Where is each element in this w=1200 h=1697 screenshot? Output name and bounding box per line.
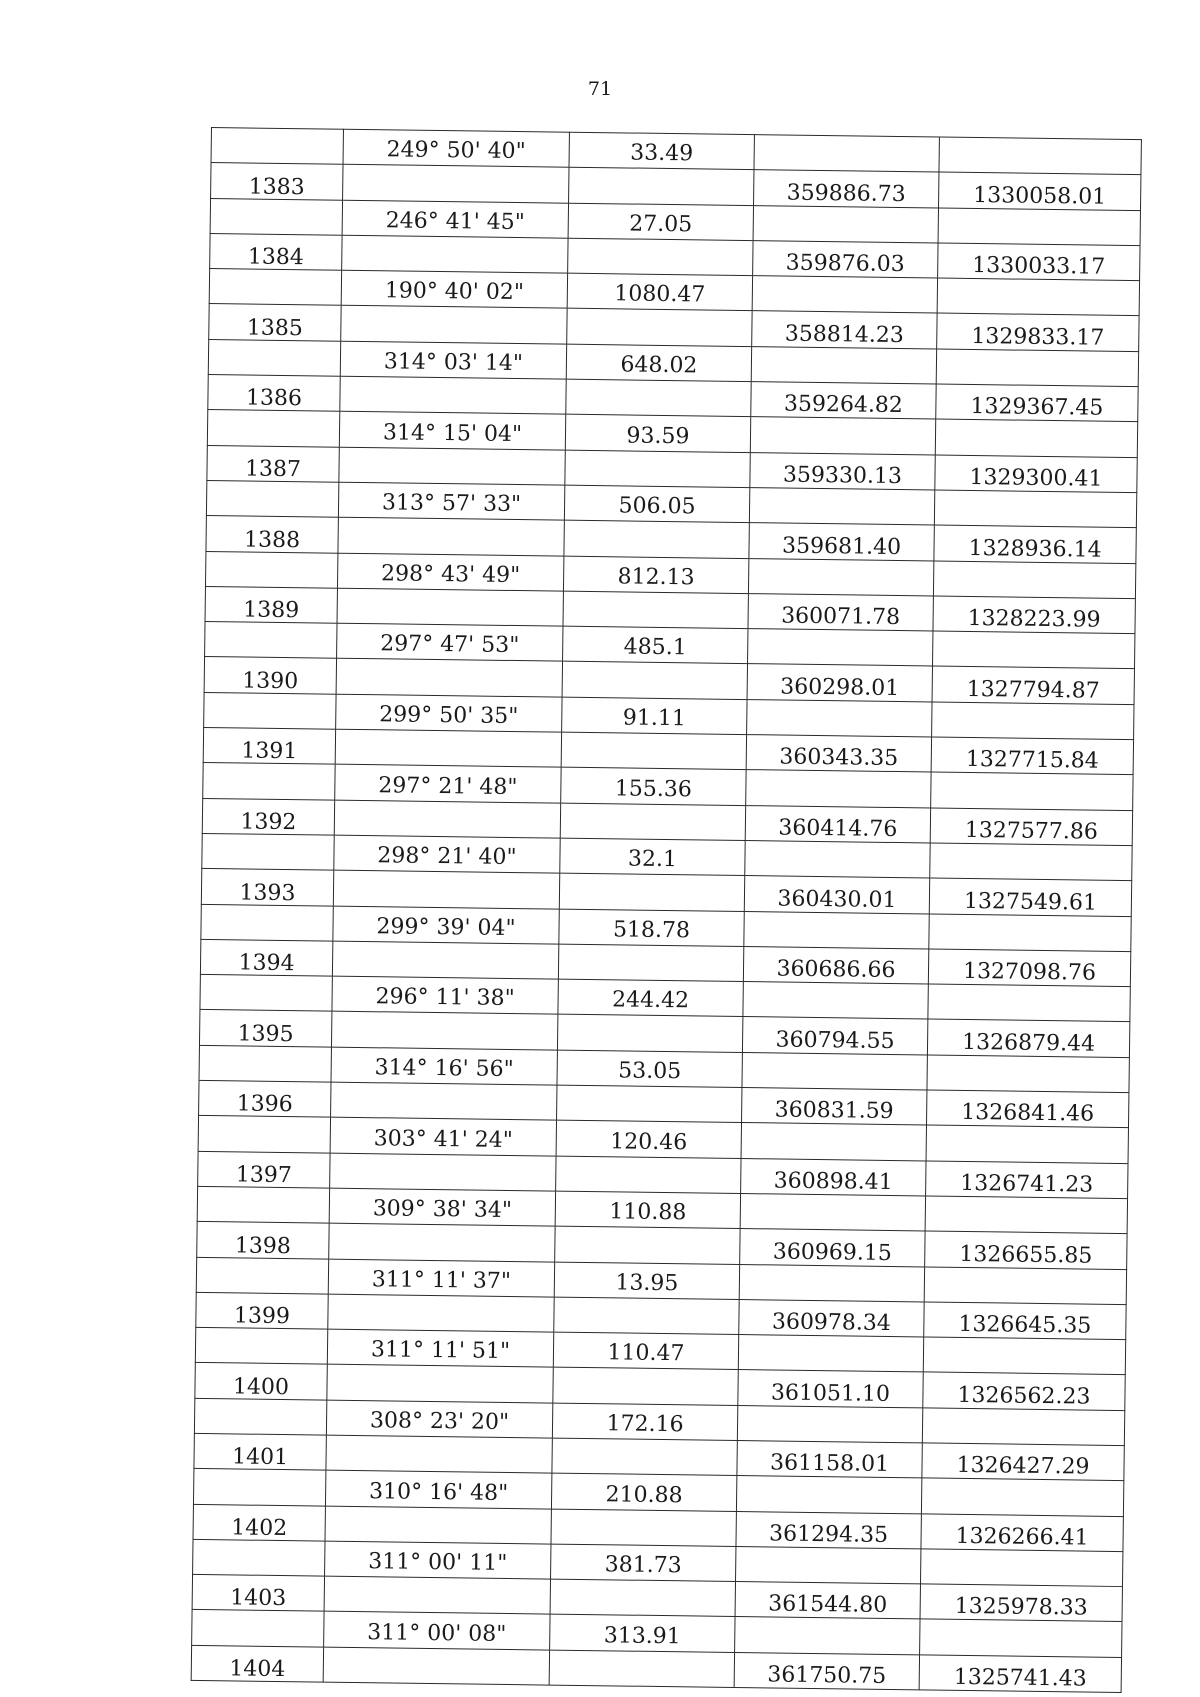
- empty-distance-cell: [550, 1579, 735, 1617]
- distance-cell: 172.16: [552, 1403, 737, 1441]
- empty-bearing-cell: [340, 376, 566, 414]
- northing-cell: 359681.40: [749, 523, 934, 561]
- empty-distance-cell: [552, 1438, 737, 1476]
- easting-cell: 1326655.85: [925, 1231, 1127, 1269]
- northing-cell: 361294.35: [736, 1511, 921, 1549]
- easting-cell: 1328936.14: [934, 525, 1136, 563]
- distance-cell: 13.95: [554, 1262, 739, 1300]
- empty-easting-cell: [929, 914, 1131, 952]
- empty-bearing-cell: [324, 1576, 550, 1614]
- empty-bearing-cell: [337, 588, 563, 626]
- empty-bearing-cell: [328, 1294, 554, 1332]
- easting-cell: 1325741.43: [919, 1655, 1121, 1693]
- empty-distance-cell: [565, 450, 750, 488]
- empty-easting-cell: [935, 419, 1137, 457]
- bearing-cell: 311° 00' 08": [324, 1612, 550, 1650]
- empty-station-cell: [209, 269, 341, 306]
- northing-cell: 360686.66: [743, 946, 928, 984]
- bearing-cell: 311° 11' 51": [327, 1329, 553, 1367]
- empty-station-cell: [208, 339, 340, 376]
- empty-bearing-cell: [333, 870, 559, 908]
- distance-cell: 210.88: [551, 1473, 736, 1511]
- easting-cell: 1326741.23: [926, 1161, 1128, 1199]
- northing-cell: 360794.55: [742, 1017, 927, 1055]
- empty-bearing-cell: [331, 1082, 557, 1120]
- empty-easting-cell: [920, 1619, 1122, 1657]
- empty-distance-cell: [562, 662, 747, 700]
- empty-easting-cell: [939, 137, 1141, 175]
- station-number-cell: 1398: [197, 1222, 329, 1259]
- empty-distance-cell: [549, 1650, 734, 1688]
- station-number-cell: 1392: [202, 798, 334, 835]
- bearing-cell: 309° 38' 34": [329, 1188, 555, 1226]
- page-number: 71: [587, 78, 613, 100]
- easting-cell: 1329367.45: [936, 384, 1138, 422]
- distance-cell: 648.02: [566, 344, 751, 382]
- empty-distance-cell: [569, 167, 754, 205]
- empty-bearing-cell: [343, 165, 569, 203]
- distance-cell: 155.36: [561, 767, 746, 805]
- empty-distance-cell: [556, 1156, 741, 1194]
- empty-station-cell: [193, 1469, 325, 1506]
- empty-distance-cell: [557, 1085, 742, 1123]
- distance-cell: 244.42: [558, 979, 743, 1017]
- empty-bearing-cell: [336, 659, 562, 697]
- easting-cell: 1326266.41: [921, 1513, 1123, 1551]
- station-number-cell: 1388: [206, 516, 338, 553]
- northing-cell: 361750.75: [734, 1652, 919, 1690]
- empty-easting-cell: [930, 843, 1132, 881]
- distance-cell: 485.1: [563, 626, 748, 664]
- easting-cell: 1330058.01: [939, 172, 1141, 210]
- northing-cell: 361158.01: [737, 1440, 922, 1478]
- empty-northing-cell: [743, 982, 928, 1020]
- empty-distance-cell: [558, 944, 743, 982]
- empty-northing-cell: [740, 1193, 925, 1231]
- empty-bearing-cell: [326, 1435, 552, 1473]
- station-number-cell: 1387: [207, 445, 339, 482]
- empty-easting-cell: [933, 631, 1135, 669]
- empty-station-cell: [210, 198, 342, 235]
- empty-northing-cell: [748, 558, 933, 596]
- empty-station-cell: [211, 128, 343, 165]
- northing-cell: 359330.13: [750, 452, 935, 490]
- station-number-cell: 1399: [196, 1292, 328, 1329]
- bearing-cell: 298° 43' 49": [337, 553, 563, 591]
- distance-cell: 110.88: [555, 1191, 740, 1229]
- distance-cell: 506.05: [564, 485, 749, 523]
- empty-distance-cell: [551, 1509, 736, 1547]
- distance-cell: 32.1: [560, 838, 745, 876]
- empty-easting-cell: [936, 349, 1138, 387]
- empty-bearing-cell: [323, 1647, 549, 1685]
- bearing-cell: 314° 16' 56": [331, 1047, 557, 1085]
- bearing-cell: 190° 40' 02": [341, 270, 567, 308]
- easting-cell: 1327577.86: [930, 808, 1132, 846]
- empty-easting-cell: [937, 278, 1139, 316]
- empty-northing-cell: [736, 1546, 921, 1584]
- bearing-cell: 298° 21' 40": [334, 835, 560, 873]
- empty-northing-cell: [754, 135, 939, 173]
- easting-cell: 1326427.29: [922, 1443, 1124, 1481]
- bearing-cell: 299° 50' 35": [336, 694, 562, 732]
- empty-bearing-cell: [341, 306, 567, 344]
- distance-cell: 27.05: [568, 203, 753, 241]
- northing-cell: 360298.01: [747, 664, 932, 702]
- northing-cell: 358814.23: [752, 311, 937, 349]
- empty-station-cell: [201, 904, 333, 941]
- empty-northing-cell: [745, 840, 930, 878]
- empty-station-cell: [194, 1398, 326, 1435]
- station-number-cell: 1396: [199, 1080, 331, 1117]
- empty-station-cell: [206, 480, 338, 517]
- empty-bearing-cell: [332, 941, 558, 979]
- northing-cell: 361544.80: [735, 1582, 920, 1620]
- distance-cell: 93.59: [565, 415, 750, 453]
- distance-cell: 313.91: [550, 1615, 735, 1653]
- northing-cell: 360343.35: [746, 735, 931, 773]
- empty-bearing-cell: [335, 729, 561, 767]
- empty-easting-cell: [932, 702, 1134, 740]
- distance-cell: 1080.47: [567, 273, 752, 311]
- northing-cell: 360978.34: [739, 1299, 924, 1337]
- empty-distance-cell: [555, 1226, 740, 1264]
- empty-northing-cell: [742, 1052, 927, 1090]
- empty-station-cell: [205, 551, 337, 588]
- station-number-cell: 1390: [204, 657, 336, 694]
- easting-cell: 1327794.87: [932, 666, 1134, 704]
- empty-station-cell: [192, 1610, 324, 1647]
- distance-cell: 33.49: [569, 132, 754, 170]
- empty-bearing-cell: [327, 1365, 553, 1403]
- empty-station-cell: [197, 1186, 329, 1223]
- bearing-cell: 299° 39' 04": [333, 906, 559, 944]
- empty-northing-cell: [749, 488, 934, 526]
- bearing-cell: 308° 23' 20": [326, 1400, 552, 1438]
- empty-easting-cell: [933, 561, 1135, 599]
- empty-distance-cell: [564, 520, 749, 558]
- empty-northing-cell: [746, 770, 931, 808]
- empty-easting-cell: [923, 1337, 1125, 1375]
- empty-station-cell: [202, 833, 334, 870]
- empty-station-cell: [196, 1257, 328, 1294]
- empty-easting-cell: [921, 1478, 1123, 1516]
- station-number-cell: 1402: [193, 1504, 325, 1541]
- empty-northing-cell: [753, 205, 938, 243]
- empty-bearing-cell: [334, 800, 560, 838]
- empty-station-cell: [200, 975, 332, 1012]
- northing-cell: 360831.59: [742, 1088, 927, 1126]
- empty-station-cell: [198, 1116, 330, 1153]
- northing-cell: 360969.15: [740, 1229, 925, 1267]
- empty-distance-cell: [561, 732, 746, 770]
- station-number-cell: 1394: [200, 939, 332, 976]
- empty-station-cell: [203, 763, 335, 800]
- empty-distance-cell: [559, 873, 744, 911]
- station-number-cell: 1401: [194, 1433, 326, 1470]
- northing-cell: 359886.73: [754, 170, 939, 208]
- easting-cell: 1326645.35: [924, 1302, 1126, 1340]
- empty-northing-cell: [735, 1617, 920, 1655]
- bearing-cell: 249° 50' 40": [343, 129, 569, 167]
- empty-easting-cell: [927, 1055, 1129, 1093]
- empty-easting-cell: [925, 1196, 1127, 1234]
- empty-easting-cell: [922, 1408, 1124, 1446]
- distance-cell: 91.11: [562, 697, 747, 735]
- empty-northing-cell: [752, 276, 937, 314]
- empty-bearing-cell: [331, 1012, 557, 1050]
- bearing-cell: 297° 21' 48": [335, 765, 561, 803]
- easting-cell: 1326562.23: [923, 1372, 1125, 1410]
- empty-distance-cell: [566, 379, 751, 417]
- northing-cell: 360430.01: [744, 876, 929, 914]
- empty-distance-cell: [553, 1367, 738, 1405]
- northing-cell: 360071.78: [748, 593, 933, 631]
- survey-table-body: [191, 128, 1141, 1693]
- empty-easting-cell: [924, 1266, 1126, 1304]
- empty-station-cell: [204, 692, 336, 729]
- bearing-cell: 296° 11' 38": [332, 976, 558, 1014]
- empty-station-cell: [193, 1539, 325, 1576]
- empty-station-cell: [199, 1045, 331, 1082]
- easting-cell: 1329300.41: [935, 455, 1137, 493]
- empty-easting-cell: [920, 1549, 1122, 1587]
- bearing-cell: 246° 41' 45": [342, 200, 568, 238]
- empty-easting-cell: [934, 490, 1136, 528]
- distance-cell: 53.05: [557, 1050, 742, 1088]
- empty-station-cell: [207, 410, 339, 447]
- empty-northing-cell: [741, 1123, 926, 1161]
- easting-cell: 1329833.17: [937, 314, 1139, 352]
- empty-easting-cell: [931, 772, 1133, 810]
- empty-station-cell: [205, 622, 337, 659]
- station-number-cell: 1385: [209, 304, 341, 341]
- easting-cell: 1327549.61: [929, 878, 1131, 916]
- empty-distance-cell: [560, 803, 745, 841]
- empty-northing-cell: [737, 1405, 922, 1443]
- northing-cell: 360414.76: [745, 805, 930, 843]
- northing-cell: 359264.82: [751, 382, 936, 420]
- bearing-cell: 311° 00' 11": [325, 1541, 551, 1579]
- empty-distance-cell: [557, 1015, 742, 1053]
- empty-northing-cell: [747, 699, 932, 737]
- easting-cell: 1327098.76: [928, 949, 1130, 987]
- bearing-cell: 314° 03' 14": [340, 341, 566, 379]
- station-number-cell: 1384: [210, 233, 342, 270]
- station-number-cell: 1383: [211, 163, 343, 200]
- bearing-cell: 310° 16' 48": [325, 1470, 551, 1508]
- empty-easting-cell: [926, 1125, 1128, 1163]
- distance-cell: 518.78: [559, 909, 744, 947]
- empty-northing-cell: [751, 346, 936, 384]
- empty-easting-cell: [938, 208, 1140, 246]
- empty-northing-cell: [750, 417, 935, 455]
- easting-cell: 1328223.99: [933, 596, 1135, 634]
- empty-station-cell: [195, 1327, 327, 1364]
- station-number-cell: 1397: [198, 1151, 330, 1188]
- station-number-cell: 1389: [205, 586, 337, 623]
- empty-northing-cell: [736, 1476, 921, 1514]
- empty-northing-cell: [738, 1335, 923, 1373]
- station-number-cell: 1391: [203, 728, 335, 765]
- northing-cell: 361051.10: [738, 1370, 923, 1408]
- northing-cell: 359876.03: [753, 240, 938, 278]
- station-number-cell: 1393: [201, 869, 333, 906]
- empty-bearing-cell: [329, 1223, 555, 1261]
- bearing-cell: 297° 47' 53": [337, 623, 563, 661]
- station-number-cell: 1395: [199, 1010, 331, 1047]
- distance-cell: 812.13: [563, 556, 748, 594]
- easting-cell: 1330033.17: [938, 243, 1140, 281]
- empty-distance-cell: [567, 309, 752, 347]
- station-number-cell: 1404: [191, 1645, 323, 1682]
- empty-northing-cell: [739, 1264, 924, 1302]
- empty-distance-cell: [554, 1297, 739, 1335]
- bearing-cell: 314° 15' 04": [339, 412, 565, 450]
- bearing-cell: 311° 11' 37": [328, 1259, 554, 1297]
- easting-cell: 1326841.46: [926, 1090, 1128, 1128]
- empty-bearing-cell: [342, 235, 568, 273]
- empty-distance-cell: [563, 591, 748, 629]
- station-number-cell: 1403: [192, 1575, 324, 1612]
- empty-bearing-cell: [338, 517, 564, 555]
- distance-cell: 381.73: [551, 1544, 736, 1582]
- easting-cell: 1325978.33: [920, 1584, 1122, 1622]
- empty-northing-cell: [748, 629, 933, 667]
- distance-cell: 110.47: [553, 1332, 738, 1370]
- empty-distance-cell: [568, 238, 753, 276]
- northing-cell: 360898.41: [741, 1158, 926, 1196]
- empty-easting-cell: [928, 984, 1130, 1022]
- empty-bearing-cell: [330, 1153, 556, 1191]
- station-number-cell: 1386: [208, 375, 340, 412]
- empty-northing-cell: [744, 911, 929, 949]
- bearing-cell: 313° 57' 33": [338, 482, 564, 520]
- bearing-cell: 303° 41' 24": [330, 1117, 556, 1155]
- distance-cell: 120.46: [556, 1120, 741, 1158]
- survey-table: [191, 127, 1142, 1693]
- easting-cell: 1326879.44: [927, 1019, 1129, 1057]
- empty-bearing-cell: [339, 447, 565, 485]
- station-number-cell: 1400: [195, 1363, 327, 1400]
- easting-cell: 1327715.84: [931, 737, 1133, 775]
- empty-bearing-cell: [325, 1506, 551, 1544]
